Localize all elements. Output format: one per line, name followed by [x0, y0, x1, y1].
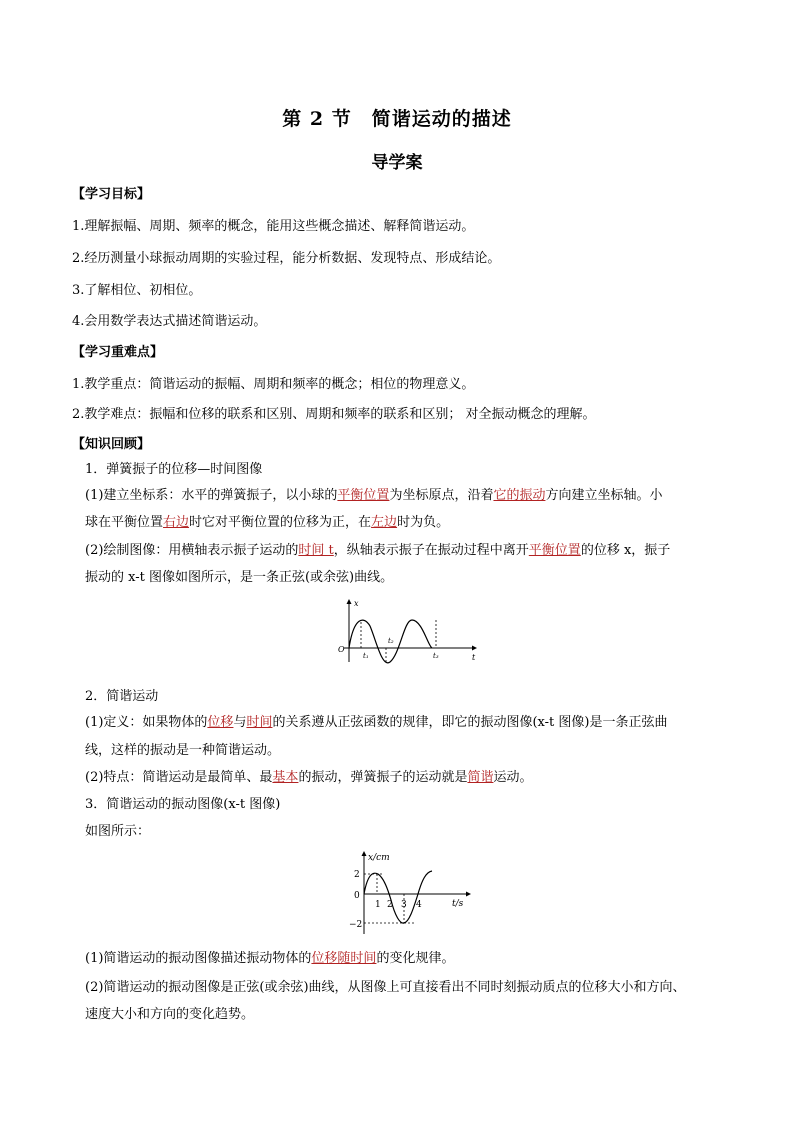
text-run: 与 [233, 715, 247, 730]
text-run: 时它对平衡位置的位移为正，在 [189, 515, 372, 530]
figure-xt-graph-2 [340, 846, 480, 938]
figure-xt-graph-1 [320, 596, 480, 666]
x-axis-label: t [472, 653, 476, 662]
review-s1-p1-line2 [85, 514, 735, 532]
y-axis-arrow [362, 851, 367, 856]
goal-item-2: 2.经历测量小球振动周期的实验过程，能分析数据、发现特点、形成结论。 [72, 251, 501, 266]
y-axis-arrow [347, 599, 352, 604]
answer-blank: 它的振动 [493, 488, 546, 503]
x-axis-arrow [472, 646, 477, 651]
y-tick-neg2: −2 [349, 920, 363, 930]
text-run: 方向建立坐标轴。小 [545, 488, 663, 503]
answer-blank: 左边 [371, 515, 398, 530]
answer-blank: 时间 [246, 715, 273, 730]
x-axis-label: t/s [452, 899, 464, 909]
review-s2-p1-line2: 线，这样的振动是一种简谐运动。 [85, 743, 281, 758]
text-run: 运动。 [493, 770, 533, 785]
review-s1-title: 1．弹簧振子的位移—时间图像 [85, 462, 263, 477]
section-heading-goals: 【学习目标】 [72, 187, 151, 202]
section-heading-keypoints: 【学习重难点】 [72, 345, 164, 360]
x-tick-1: 1 [375, 900, 381, 910]
review-s2-title: 2．简谐运动 [85, 689, 159, 704]
text-run: (2)绘制图像：用横轴表示振子运动的 [85, 543, 299, 558]
answer-blank: 简谐 [467, 770, 494, 785]
answer-blank: 右边 [163, 515, 190, 530]
text-run: ，纵轴表示振子在振动过程中离开 [333, 543, 529, 558]
mark-t1: t₁ [363, 652, 369, 660]
text-run: 时为负。 [397, 515, 450, 530]
answer-blank: 位移 [207, 715, 234, 730]
review-s3-p2: (2)简谐运动的振动图像是正弦(或余弦)曲线，从图像上可直接看出不同时刻振动质点的位移大小和方向、 [85, 980, 686, 995]
x-axis-arrow [466, 892, 471, 897]
review-s3-title: 3．简谐运动的振动图像(x-t 图像) [85, 797, 281, 812]
y-axis-label: x/cm [368, 853, 390, 863]
answer-blank: 平衡位置 [337, 488, 390, 503]
review-s3-p2-line2: 速度大小和方向的变化趋势。 [85, 1007, 255, 1022]
sine-curve [364, 871, 432, 923]
y-axis-label: x [354, 599, 359, 608]
y-tick-0: 0 [354, 891, 360, 901]
origin-label: O [338, 645, 345, 654]
keypoint-item-1: 1.教学重点：简谐运动的振幅、周期和频率的概念；相位的物理意义。 [72, 377, 475, 392]
mark-t2: t₂ [388, 637, 394, 645]
text-run: 的振动，弹簧振子的运动就是 [298, 770, 468, 785]
text-run: (2)特点：简谐运动是最简单、最 [85, 770, 273, 785]
review-s2-p1 [85, 714, 735, 732]
review-s1-p2-line2: 振动的 x-t 图像如图所示，是一条正弦(或余弦)曲线。 [85, 570, 394, 585]
answer-blank: 时间 t [298, 543, 334, 558]
goal-item-1: 1.理解振幅、周期、频率的概念，能用这些概念描述、解释简谐运动。 [72, 219, 475, 234]
review-s3-p1 [85, 950, 735, 968]
goal-item-4: 4.会用数学表达式描述简谐运动。 [72, 314, 267, 329]
x-tick-4: 4 [416, 900, 422, 910]
answer-blank: 位移随时间 [311, 951, 377, 966]
mark-t3: t₃ [433, 652, 439, 660]
section-heading-review: 【知识回顾】 [72, 437, 151, 452]
goal-item-3: 3.了解相位、初相位。 [72, 283, 202, 298]
review-s3-intro: 如图所示： [85, 824, 151, 839]
y-tick-2: 2 [354, 870, 360, 880]
review-s1-p1 [85, 487, 735, 505]
page-subtitle: 导学案 [371, 153, 423, 173]
text-run: 球在平衡位置 [85, 515, 164, 530]
keypoint-item-2: 2.教学难点：振幅和位移的联系和区别、周期和频率的联系和区别； 对全振动概念的理解。 [72, 407, 596, 422]
text-run: (1)定义：如果物体的 [85, 715, 208, 730]
text-run: 的变化规律。 [376, 951, 455, 966]
text-run: 为坐标原点，沿着 [389, 488, 494, 503]
text-run: (1)简谐运动的振动图像描述振动物体的 [85, 951, 312, 966]
page-title: 第 2 节 简谐运动的描述 [282, 108, 512, 130]
text-run: (1)建立坐标系：水平的弹簧振子，以小球的 [85, 488, 338, 503]
text-run: 的关系遵从正弦函数的规律，即它的振动图像(x-t 图像)是一条正弦曲 [272, 715, 668, 730]
answer-blank: 平衡位置 [528, 543, 581, 558]
answer-blank: 基本 [272, 770, 299, 785]
text-run: 的位移 x，振子 [580, 543, 671, 558]
review-s1-p2 [85, 542, 735, 560]
review-s2-p2 [85, 769, 735, 787]
x-tick-3: 3 [401, 900, 407, 910]
x-tick-2: 2 [387, 900, 393, 910]
